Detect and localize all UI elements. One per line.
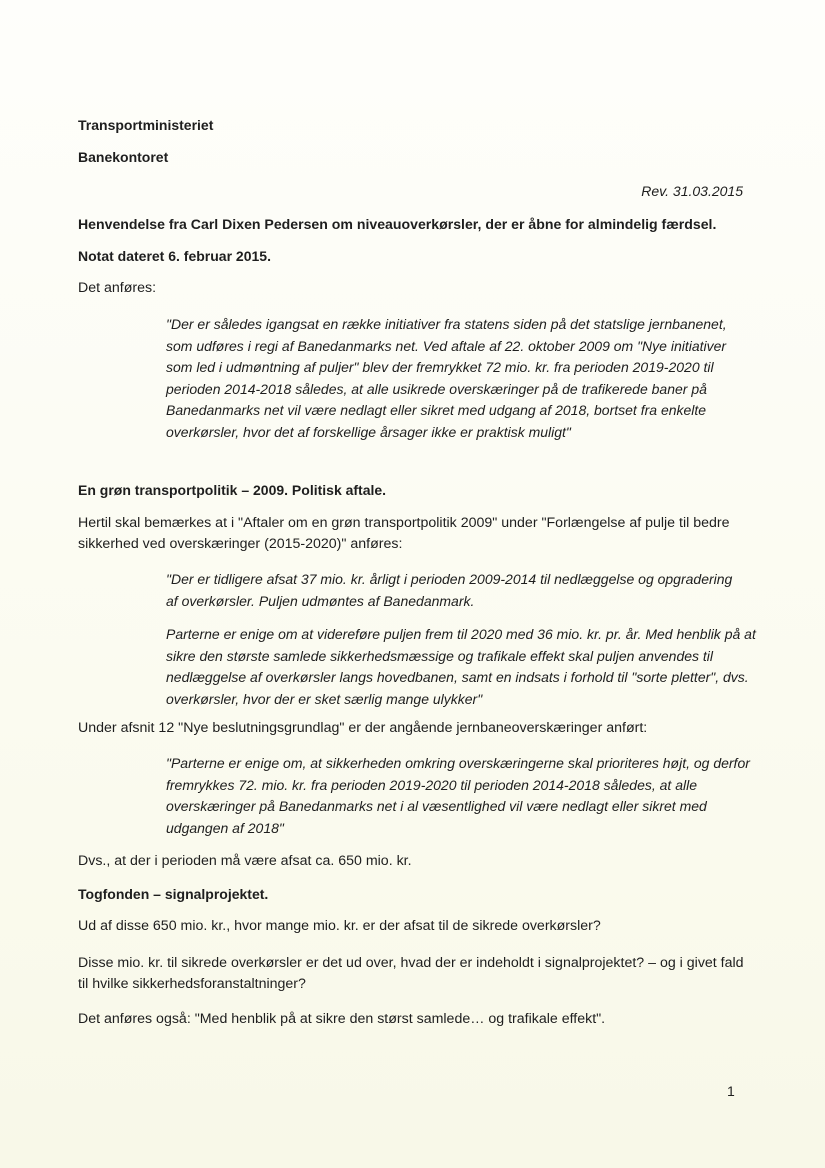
paragraph-closing: Det anføres også: "Med henblik på at sikre den størst samlede… og trafikale effekt". [78,1011,606,1027]
org-name: Transportministeriet [78,117,214,133]
paragraph-question-1: Ud af disse 650 mio. kr., hvor mange mio. kr. er der afsat til de sikrede overkørsler? [78,918,601,934]
section-heading-togfonden: Togfonden – signalprojektet. [78,886,269,902]
office-name: Banekontoret [78,149,169,165]
quote-block-1: "Der er således igangsat en række initiativer fra statens siden på det statslige jernbanenet, som udføres i regi af Banedanmarks net. Ved aftale af 22. oktober 2009 om "Nye initiativer som led i udmøntning af puljer" blev der fremrykket 72 mio. kr. fra perioden 2019-2020 til perioden 2014-2018 således, at alle usikrede overskæringer på de trafikerede baner på Banedanmarks net vil være nedlagt eller sikret med udgang af 2018, bortset fra enkelte overkørsler, hvor det af forskellige årsager ikke er praktisk muligt" [166,316,727,440]
quote-block-3: "Parterne er enige om, at sikkerheden omkring overskæringerne skal prioriteres højt, og derfor fremrykkes 72. mio. kr. fra perioden 2019-2020 til perioden 2014-2018 således, at alle overskæringer på Banedanmarks net i al væsentlighed vil være nedlagt eller sikret med udgangen af 2018" [166,755,750,836]
quote-block-2b: Parterne er enige om at videreføre puljen frem til 2020 med 36 mio. kr. pr. år. Med henblik på at sikre den største samlede sikkerhedsmæssige og trafikale effekt skal puljen anvendes til nedlæggelse af overkørsler langs hovedbanen, samt en indsats i forhold til "sorte pletter", dvs. overkørsler, hvor der er sket særlig mange ulykker" [166,626,756,707]
quote-block-2a: "Der er tidligere afsat 37 mio. kr. årligt i perioden 2009-2014 til nedlæggelse og opgradering af overkørsler. Puljen udmøntes af Banedanmark. [166,571,733,609]
intro-text: Det anføres: [78,280,157,296]
paragraph-agreement: Hertil skal bemærkes at i "Aftaler om en grøn transportpolitik 2009" under "Forlængelse af pulje til bedre sikkerhed ved overskæringer (2015-2020)" anføres: [78,515,730,552]
revision-date: Rev. 31.03.2015 [641,183,743,199]
section-heading-green-transport: En grøn transportpolitik – 2009. Politisk aftale. [78,482,387,498]
page-number: 1 [727,1083,735,1099]
subject-line: Henvendelse fra Carl Dixen Pedersen om niveauoverkørsler, der er åbne for almindelig færdsel. [78,216,717,232]
paragraph-total-amount: Dvs., at der i perioden må være afsat ca. 650 mio. kr. [78,853,412,869]
paragraph-question-2: Disse mio. kr. til sikrede overkørsler er det ud over, hvad der er indeholdt i signalprojektet? – og i givet fald til hvilke sikkerhedsforanstaltninger? [78,955,744,992]
memo-date: Notat dateret 6. februar 2015. [78,248,271,264]
paragraph-section-12: Under afsnit 12 "Nye beslutningsgrundlag" er der angående jernbaneoverskæringer anført: [78,720,648,736]
